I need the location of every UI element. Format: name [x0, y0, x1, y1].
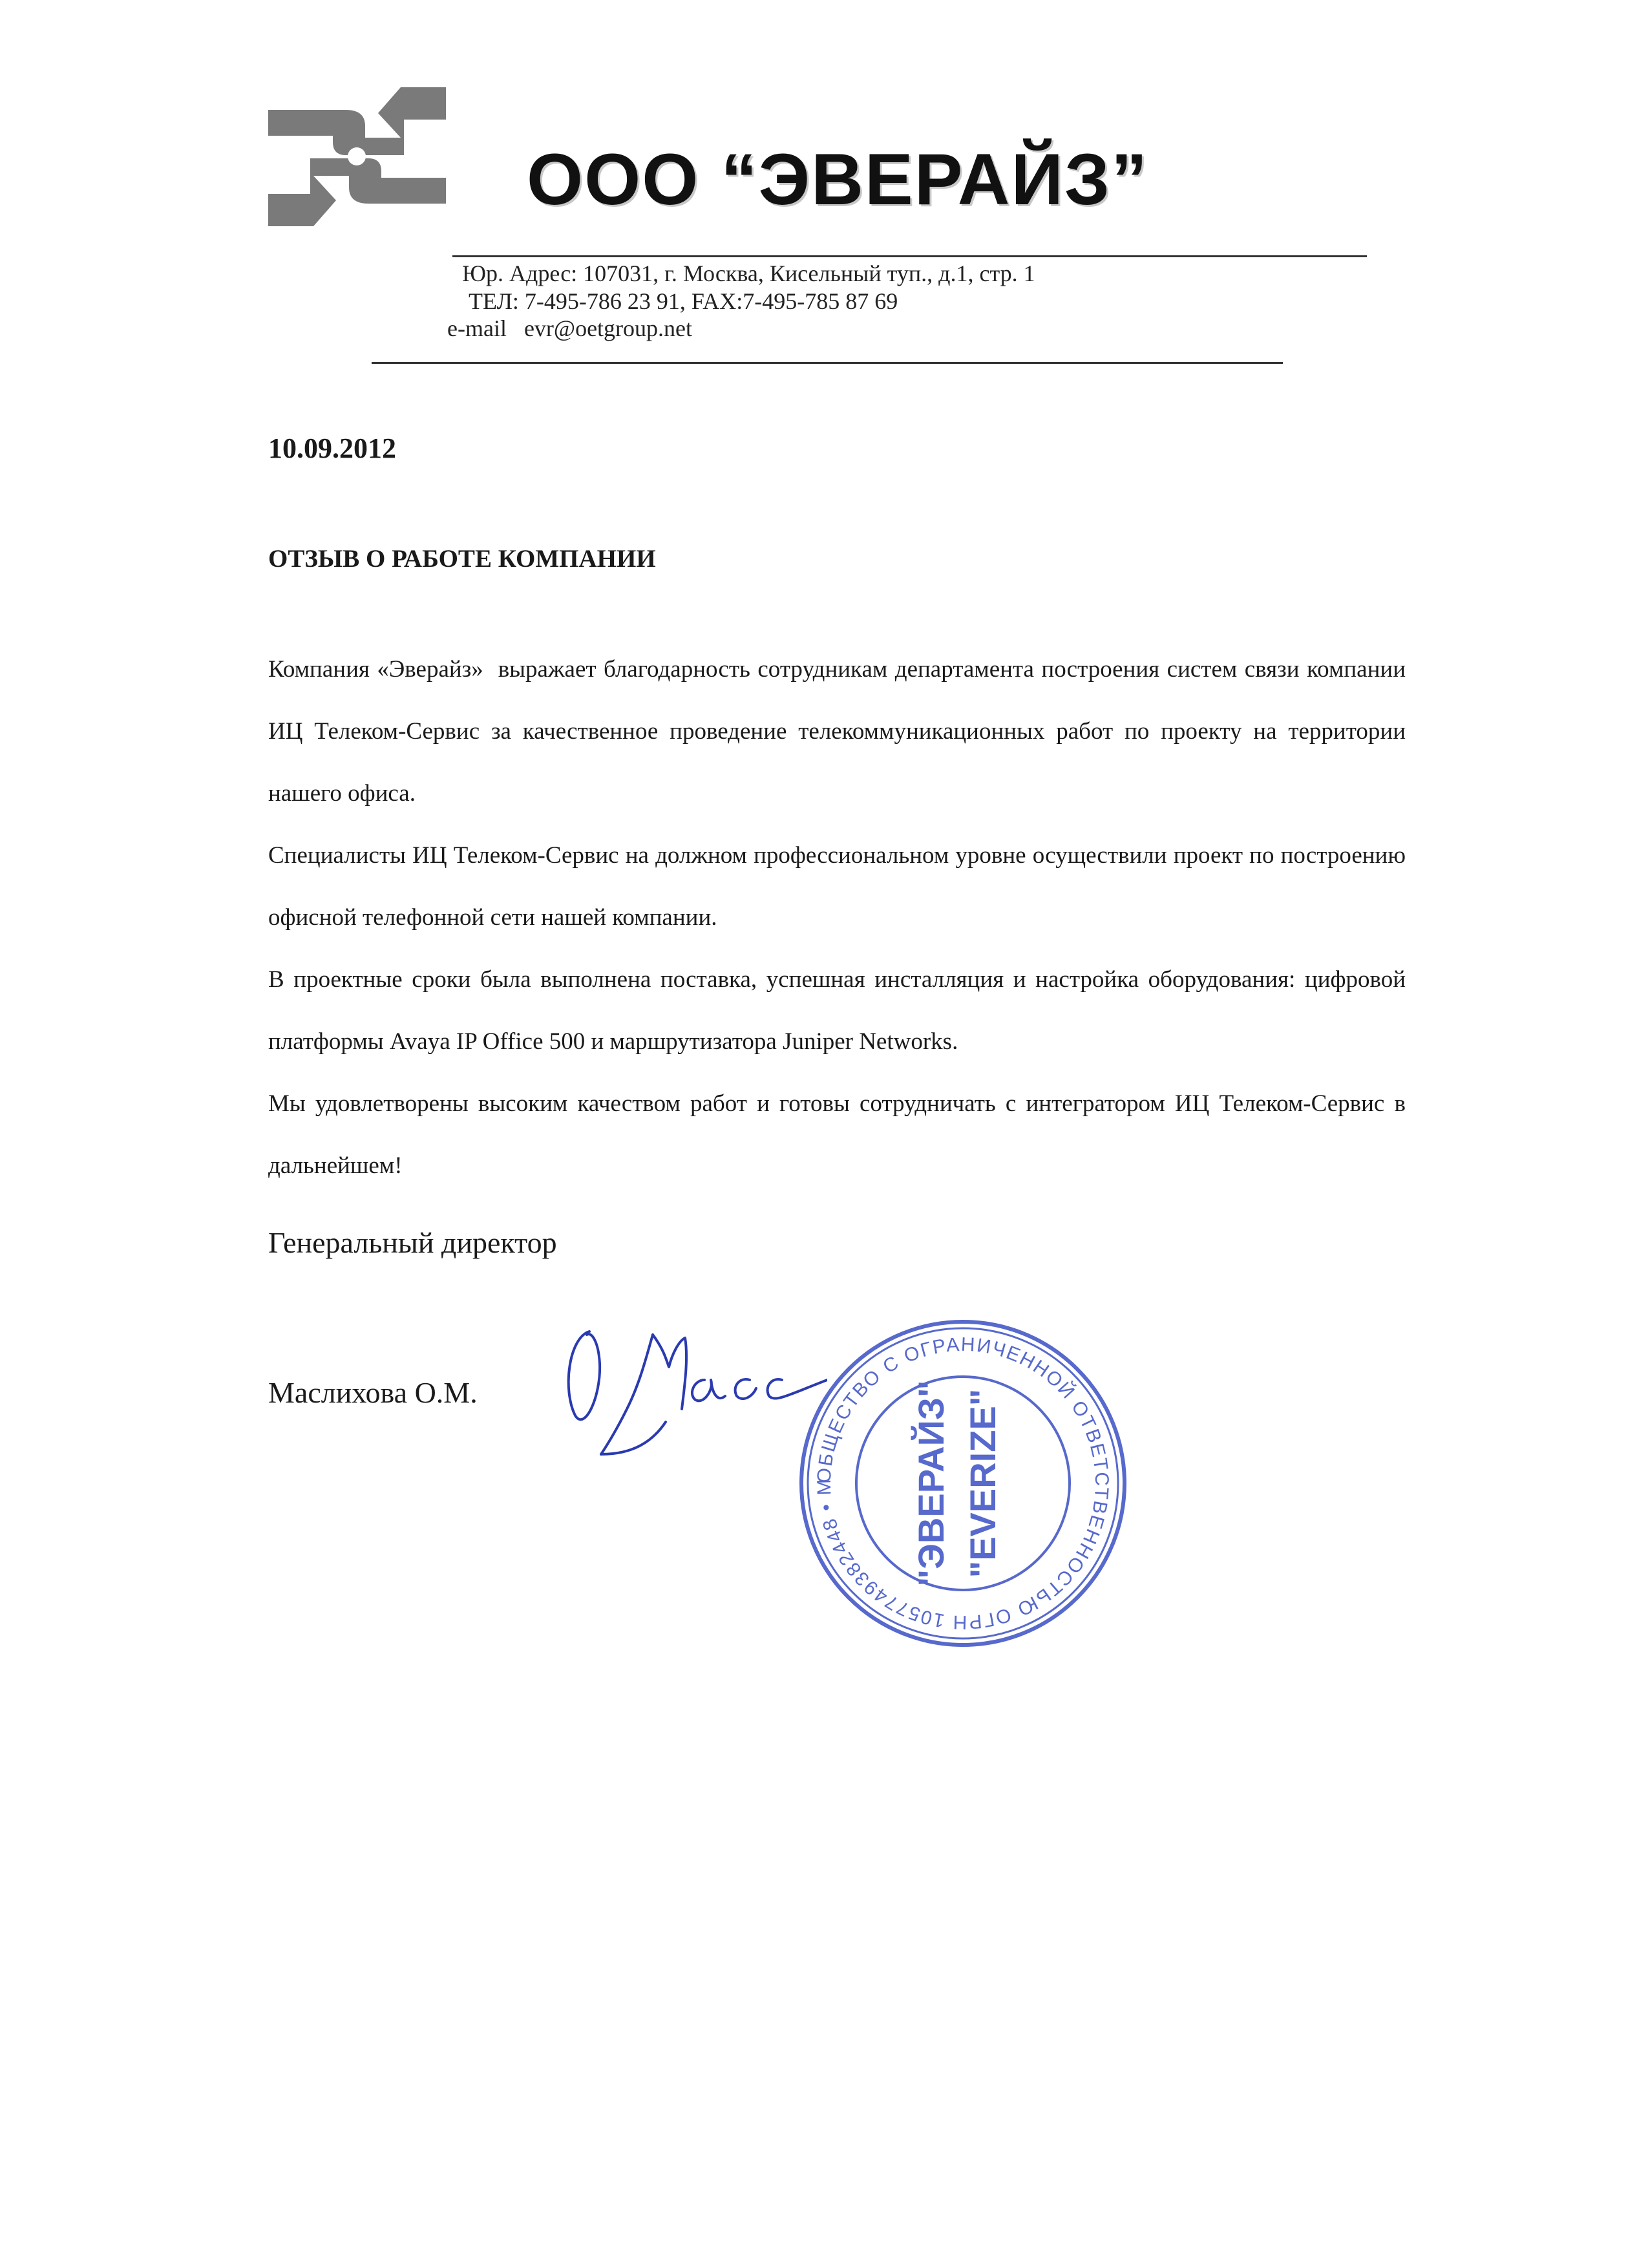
- email-address: e-mail evr@oetgroup.net: [447, 315, 693, 341]
- handwritten-signature: [556, 1319, 827, 1474]
- letter-body: [268, 639, 1412, 1197]
- letter-date: 10.09.2012: [268, 432, 396, 464]
- legal-address: Юр. Адрес: 107031, г. Москва, Кисельный туп., д.1, стр. 1: [462, 260, 1035, 286]
- body-paragraph: Компания «Эверайз» выражает благодарность сотрудникам департамента построения систем связи компании ИЦ Телеком-Сервис за качественное проведение телекоммуникационных работ по проекту на территории нашего офиса.: [268, 656, 1412, 807]
- signer-name: Маслихова О.М.: [268, 1376, 478, 1409]
- header-divider-top: [452, 255, 1367, 257]
- company-name: ООО “ЭВЕРАЙЗ”: [527, 139, 1149, 220]
- header-divider-bottom: [372, 362, 1283, 364]
- stamp-center-text-ru: "ЭВЕРАЙЗ": [911, 1380, 951, 1587]
- letter-heading: ОТЗЫВ О РАБОТЕ КОМПАНИИ: [268, 545, 656, 573]
- body-paragraph: Мы удовлетворены высоким качеством работ и готовы сотрудничать с интегратором ИЦ Телеком-Сервис в дальнейшем!: [268, 1090, 1406, 1179]
- closing-title: Генеральный директор: [268, 1226, 557, 1259]
- phone-fax: ТЕЛ: 7-495-786 23 91, FAX:7-495-785 87 69: [469, 288, 898, 314]
- stamp-center-text-en: "EVERIZE": [962, 1388, 1003, 1578]
- body-paragraph: В проектные сроки была выполнена поставка, успешная инсталляция и настройка оборудования: цифровой платформы Avaya IP Office 500 и маршрутизатора Juniper Networks.: [268, 966, 1406, 1055]
- body-paragraph: Специалисты ИЦ Телеком-Сервис на должном профессиональном уровне осуществили проект по построению офисной телефонной сети нашей компании.: [268, 842, 1406, 931]
- stamp-ring-text: ОБЩЕСТВО С ОГРАНИЧЕННОЙ ОТВЕТСТВЕННОСТЬЮ ОГРН 1057749382448 • М: [813, 1333, 1113, 1633]
- company-logo: [268, 87, 446, 226]
- svg-text:ОБЩЕСТВО С ОГРАНИЧЕННОЙ ОТВЕТС: [795, 1315, 1112, 1633]
- company-stamp: [795, 1315, 1131, 1651]
